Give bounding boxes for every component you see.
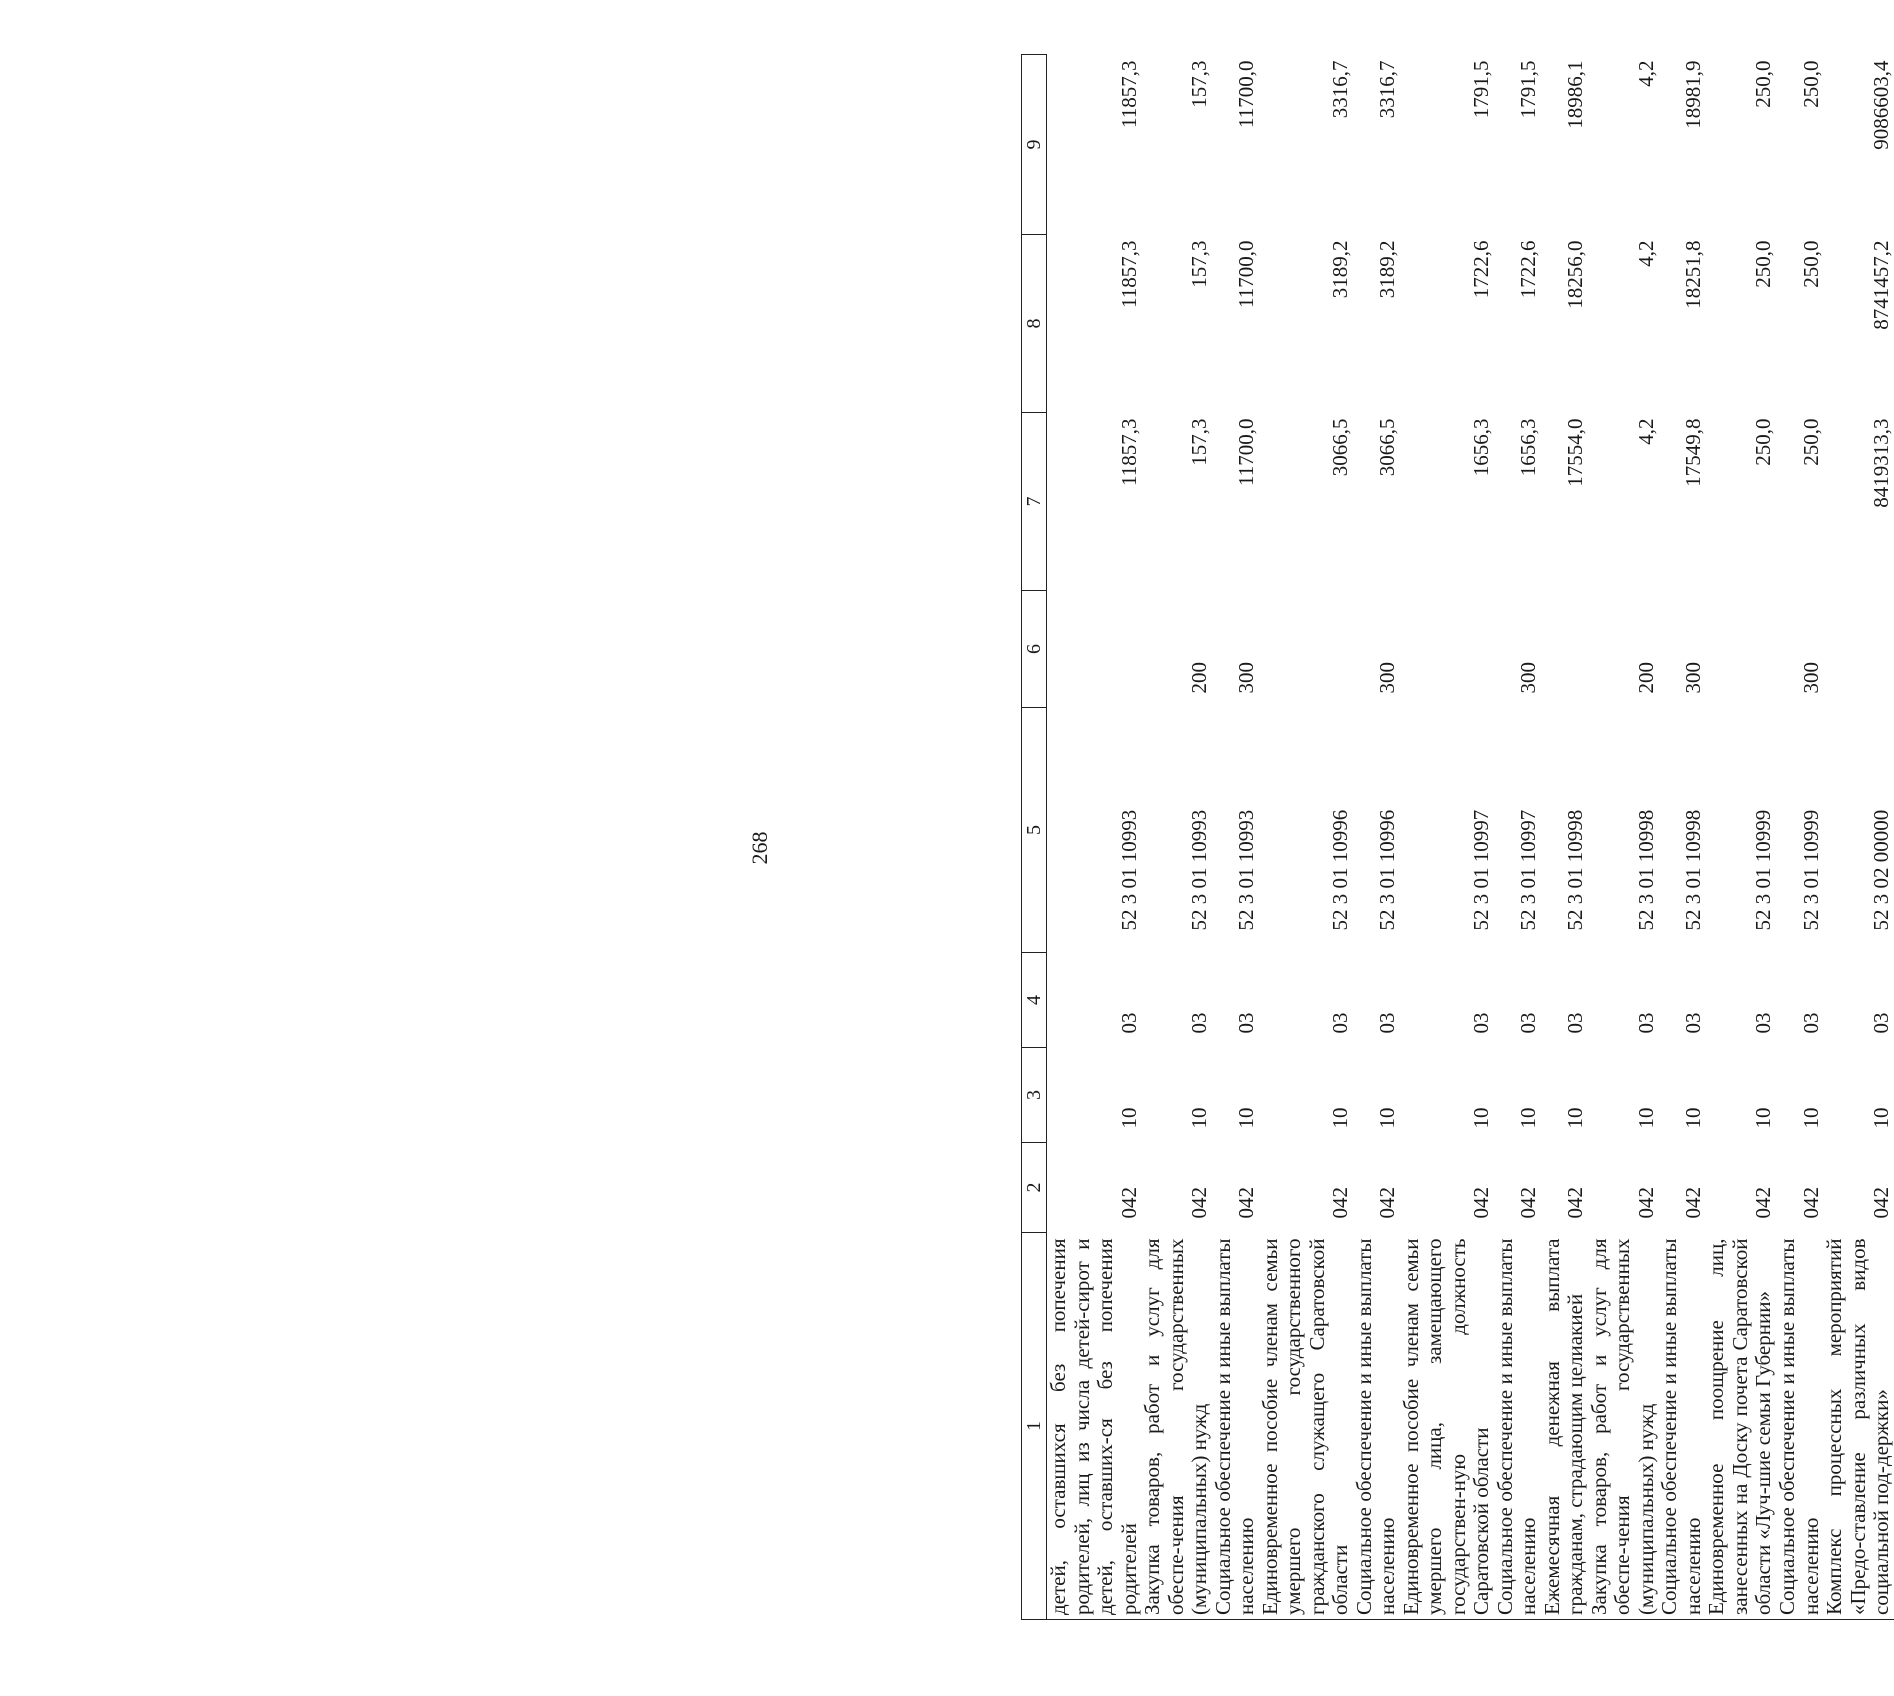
table-row <box>1588 55 1659 1620</box>
table-row <box>1494 55 1541 1620</box>
header-cell: 4 <box>1022 953 1047 1048</box>
amount-year-1: 1656,3 <box>1469 418 1494 477</box>
amount-year-1: 250,0 <box>1798 418 1823 466</box>
header-cell: 2 <box>1022 1143 1047 1233</box>
header-cell: 5 <box>1022 708 1047 953</box>
code-expense-type: 300 <box>1234 662 1259 694</box>
amount-year-3: 250,0 <box>1751 60 1776 108</box>
code-target-article: 52 3 01 10999 <box>1798 809 1823 931</box>
code-expense-type <box>1259 591 1353 708</box>
amount-year-2: 18251,8 <box>1680 240 1705 309</box>
code-subsection: 03 <box>1633 1012 1658 1034</box>
code-subsection: 03 <box>1469 1012 1494 1034</box>
table-row <box>1776 55 1823 1620</box>
code-target-article: 52 3 01 10997 <box>1469 809 1494 931</box>
row-description: Закупка товаров, работ и услуг для обеспе-чения государственных (муниципальных) нужд <box>1141 1233 1212 1620</box>
amount-year-3: 11857,3 <box>1116 60 1141 128</box>
row-description: детей, оставшихся без попечения родителей, лиц из числа детей-сирот и детей, оставших-ся без попечения родителей <box>1047 1233 1142 1620</box>
code-expense-type <box>1705 591 1776 708</box>
amount-year-1: 1656,3 <box>1516 418 1541 477</box>
budget-table <box>1021 54 1894 1620</box>
amount-year-2: 3189,2 <box>1328 240 1353 299</box>
code-ministry: 042 <box>1563 1187 1588 1219</box>
row-description: Социальное обеспечение и иные выплаты населению <box>1776 1233 1823 1620</box>
table-row <box>1400 55 1494 1620</box>
table-row <box>1353 55 1400 1620</box>
code-section: 10 <box>1516 1107 1541 1129</box>
code-ministry: 042 <box>1187 1187 1212 1219</box>
table-row <box>1047 55 1142 1620</box>
row-description: Социальное обеспечение и иные выплаты населению <box>1658 1233 1705 1620</box>
code-subsection: 03 <box>1116 1012 1141 1034</box>
table-header-row <box>1022 55 1047 1620</box>
amount-year-2: 11700,0 <box>1234 240 1259 308</box>
amount-year-3: 3316,7 <box>1375 60 1400 119</box>
amount-year-1: 3066,5 <box>1375 418 1400 477</box>
table-row <box>1212 55 1259 1620</box>
code-target-article: 52 3 01 10996 <box>1375 809 1400 931</box>
table-row <box>1823 55 1894 1620</box>
code-target-article: 52 3 01 10993 <box>1234 809 1259 931</box>
code-expense-type: 300 <box>1798 662 1823 694</box>
row-description: Единовременное поощрение лиц, занесенных на Доску почета Саратовской области «Луч-шие семьи Губернии» <box>1705 1233 1776 1620</box>
code-section: 10 <box>1563 1107 1588 1129</box>
code-section: 10 <box>1469 1107 1494 1129</box>
code-expense-type <box>1047 591 1142 708</box>
amount-year-2: 8741457,2 <box>1869 240 1894 330</box>
amount-year-2: 3189,2 <box>1375 240 1400 299</box>
row-description: Единовременное пособие членам семьи умершего лица, замещающего государствен-ную должность Саратовской области <box>1400 1233 1494 1620</box>
code-target-article: 52 3 02 00000 <box>1869 809 1894 931</box>
code-ministry: 042 <box>1328 1187 1353 1219</box>
code-ministry: 042 <box>1375 1187 1400 1219</box>
amount-year-3: 18981,9 <box>1680 60 1705 129</box>
amount-year-1: 157,3 <box>1187 418 1212 466</box>
code-target-article: 52 3 01 10998 <box>1563 809 1588 931</box>
code-expense-type <box>1541 591 1588 708</box>
code-subsection: 03 <box>1187 1012 1212 1034</box>
code-ministry: 042 <box>1469 1187 1494 1219</box>
code-section: 10 <box>1633 1107 1658 1129</box>
code-target-article: 52 3 01 10997 <box>1516 809 1541 931</box>
row-description: Социальное обеспечение и иные выплаты населению <box>1494 1233 1541 1620</box>
code-ministry: 042 <box>1680 1187 1705 1219</box>
table-row <box>1259 55 1353 1620</box>
code-section: 10 <box>1328 1107 1353 1129</box>
code-section: 10 <box>1680 1107 1705 1129</box>
code-expense-type: 200 <box>1633 662 1658 694</box>
amount-year-3: 18986,1 <box>1563 60 1588 129</box>
code-subsection: 03 <box>1751 1012 1776 1034</box>
amount-year-2: 250,0 <box>1798 240 1823 288</box>
table-row <box>1541 55 1588 1620</box>
code-target-article: 52 3 01 10999 <box>1751 809 1776 931</box>
code-expense-type: 300 <box>1375 662 1400 694</box>
code-subsection: 03 <box>1328 1012 1353 1034</box>
code-ministry: 042 <box>1234 1187 1259 1219</box>
code-section: 10 <box>1869 1107 1894 1129</box>
code-subsection: 03 <box>1563 1012 1588 1034</box>
code-expense-type: 300 <box>1516 662 1541 694</box>
header-cell: 3 <box>1022 1048 1047 1143</box>
row-description: Социальное обеспечение и иные выплаты населению <box>1212 1233 1259 1620</box>
amount-year-1: 17554,0 <box>1563 418 1588 487</box>
amount-year-3: 157,3 <box>1187 60 1212 108</box>
amount-year-3: 9086603,4 <box>1869 60 1894 150</box>
table-row <box>1141 55 1212 1620</box>
amount-year-2: 157,3 <box>1187 240 1212 288</box>
amount-year-3: 1791,5 <box>1469 60 1494 119</box>
code-subsection: 03 <box>1798 1012 1823 1034</box>
code-subsection: 03 <box>1234 1012 1259 1034</box>
code-target-article: 52 3 01 10998 <box>1680 809 1705 931</box>
code-section: 10 <box>1116 1107 1141 1129</box>
code-section: 10 <box>1187 1107 1212 1129</box>
code-section: 10 <box>1234 1107 1259 1129</box>
code-section: 10 <box>1751 1107 1776 1129</box>
amount-year-1: 11700,0 <box>1234 418 1259 486</box>
amount-year-2: 18256,0 <box>1563 240 1588 309</box>
header-cell: 1 <box>1022 1233 1047 1620</box>
code-expense-type: 300 <box>1680 662 1705 694</box>
row-description: Комплекс процессных мероприятий «Предо-ставление различных видов социальной под-держки» <box>1823 1233 1894 1620</box>
code-subsection: 03 <box>1516 1012 1541 1034</box>
amount-year-3: 11700,0 <box>1234 60 1259 128</box>
amount-year-2: 250,0 <box>1751 240 1776 288</box>
row-description: Ежемесячная денежная выплата гражданам, страдающим целиакией <box>1541 1233 1588 1620</box>
amount-year-1: 11857,3 <box>1116 418 1141 486</box>
code-ministry: 042 <box>1751 1187 1776 1219</box>
code-ministry: 042 <box>1116 1187 1141 1219</box>
amount-year-1: 3066,5 <box>1328 418 1353 477</box>
table-body <box>1047 55 1894 1620</box>
amount-year-1: 250,0 <box>1751 418 1776 466</box>
amount-year-3: 4,2 <box>1633 60 1658 87</box>
rotated-page <box>1021 55 1894 1620</box>
amount-year-1: 8419313,3 <box>1869 418 1894 508</box>
code-ministry: 042 <box>1633 1187 1658 1219</box>
header-cell: 9 <box>1022 55 1047 235</box>
row-description: Единовременное пособие членам семьи умершего государственного гражданского служащего Саратовской области <box>1259 1233 1353 1620</box>
page-number: 268 <box>747 831 772 865</box>
code-expense-type <box>1400 591 1494 708</box>
row-description: Закупка товаров, работ и услуг для обеспе-чения государственных (муниципальных) нужд <box>1588 1233 1659 1620</box>
code-section: 10 <box>1798 1107 1823 1129</box>
amount-year-3: 1791,5 <box>1516 60 1541 119</box>
amount-year-2: 4,2 <box>1633 240 1658 267</box>
amount-year-2: 1722,6 <box>1469 240 1494 299</box>
code-section: 10 <box>1375 1107 1400 1129</box>
code-ministry: 042 <box>1798 1187 1823 1219</box>
table-row <box>1705 55 1776 1620</box>
amount-year-1: 4,2 <box>1633 418 1658 445</box>
code-ministry: 042 <box>1516 1187 1541 1219</box>
header-cell: 8 <box>1022 235 1047 413</box>
amount-year-2: 1722,6 <box>1516 240 1541 299</box>
code-subsection: 03 <box>1869 1012 1894 1034</box>
code-expense-type: 200 <box>1187 662 1212 694</box>
code-target-article: 52 3 01 10996 <box>1328 809 1353 931</box>
header-cell: 7 <box>1022 413 1047 591</box>
table-row <box>1658 55 1705 1620</box>
amount-year-1: 17549,8 <box>1680 418 1705 487</box>
row-description: Социальное обеспечение и иные выплаты населению <box>1353 1233 1400 1620</box>
code-expense-type <box>1823 591 1894 708</box>
code-target-article: 52 3 01 10998 <box>1633 809 1658 931</box>
amount-year-2: 11857,3 <box>1116 240 1141 308</box>
amount-year-3: 250,0 <box>1798 60 1823 108</box>
amount-year-3: 3316,7 <box>1328 60 1353 119</box>
code-subsection: 03 <box>1375 1012 1400 1034</box>
code-ministry: 042 <box>1869 1187 1894 1219</box>
code-target-article: 52 3 01 10993 <box>1187 809 1212 931</box>
code-subsection: 03 <box>1680 1012 1705 1034</box>
code-target-article: 52 3 01 10993 <box>1116 809 1141 931</box>
header-cell: 6 <box>1022 591 1047 708</box>
